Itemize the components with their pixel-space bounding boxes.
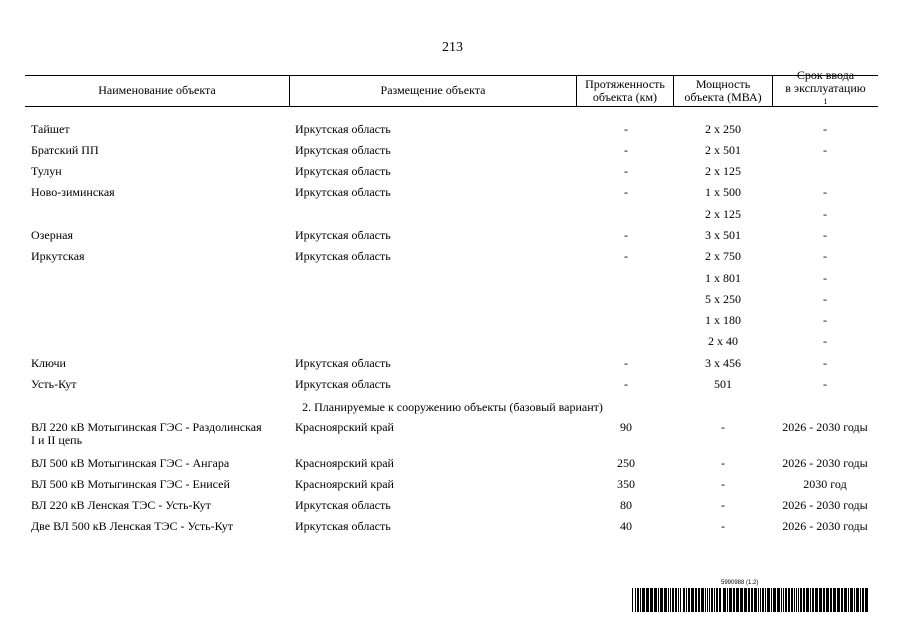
object-commissioning: - — [823, 334, 827, 348]
barcode-bar — [806, 588, 809, 612]
barcode-bar — [812, 588, 814, 612]
barcode-bar — [740, 588, 743, 612]
barcode-bar — [709, 588, 710, 612]
barcode-bar — [695, 588, 697, 612]
object-power: - — [721, 498, 725, 512]
object-commissioning: 2030 год — [803, 477, 847, 491]
barcode-bar — [791, 588, 793, 612]
barcode-bar — [744, 588, 747, 612]
barcode-bar — [637, 588, 639, 612]
object-length: - — [624, 377, 628, 391]
object-name: Ключи — [31, 356, 66, 370]
object-length: - — [624, 228, 628, 242]
object-commissioning: 2026 - 2030 годы — [782, 420, 868, 434]
barcode-bar — [670, 588, 671, 612]
barcode-bar — [788, 588, 790, 612]
barcode-bar — [640, 588, 641, 612]
object-length: 90 — [620, 420, 632, 434]
barcode-bar — [844, 588, 847, 612]
object-length: 250 — [617, 456, 635, 470]
object-length: 350 — [617, 477, 635, 491]
barcode-bar — [660, 588, 663, 612]
object-name-line: ВЛ 220 кВ Мотыгинская ГЭС - Раздолинская — [31, 420, 262, 434]
barcode-bar — [723, 588, 726, 612]
object-power: 1 x 180 — [705, 313, 741, 327]
object-name-line: ВЛ 500 кВ Мотыгинская ГЭС - Ангара — [31, 456, 230, 470]
object-name: Усть-Кут — [31, 377, 77, 391]
barcode-bar — [798, 588, 799, 612]
barcode-bar — [830, 588, 832, 612]
object-name: Тулун — [31, 164, 62, 178]
barcode-bar — [729, 588, 732, 612]
object-name — [31, 421, 286, 447]
barcode-bar — [672, 588, 674, 612]
barcode-bar — [733, 588, 735, 612]
barcode-bar — [707, 588, 708, 612]
barcode-bar — [751, 588, 753, 612]
page-number: 213 — [442, 40, 463, 55]
barcode-bar — [783, 588, 784, 612]
barcode-bar — [837, 588, 840, 612]
object-placement: Иркутская область — [295, 249, 391, 263]
object-length: - — [624, 185, 628, 199]
object-commissioning: - — [823, 249, 827, 263]
column-header-name: Наименование объекта — [98, 83, 216, 97]
column-header-placement: Размещение объекта — [380, 83, 486, 97]
barcode-bar — [698, 588, 700, 612]
object-commissioning: - — [823, 228, 827, 242]
object-name — [31, 499, 286, 512]
column-header-length: Протяженность объекта (км) — [585, 76, 665, 104]
barcode-bar — [862, 588, 864, 612]
object-length: - — [624, 164, 628, 178]
object-placement: Иркутская область — [295, 498, 391, 512]
table-header-bottom-rule — [25, 106, 878, 107]
object-commissioning: - — [823, 122, 827, 136]
object-length: 40 — [620, 519, 632, 533]
barcode-bar — [719, 588, 721, 612]
object-power: 3 x 501 — [705, 228, 741, 242]
object-power: 1 x 500 — [705, 185, 741, 199]
barcode-bar — [810, 588, 811, 612]
object-power: - — [721, 420, 725, 434]
object-power: 2 x 125 — [705, 207, 741, 221]
object-placement: Иркутская область — [295, 143, 391, 157]
barcode-bar — [848, 588, 849, 612]
object-name-line: I и II цепь — [31, 433, 83, 447]
barcode-bar — [758, 588, 759, 612]
barcode-bar — [664, 588, 667, 612]
object-placement: Иркутская область — [295, 519, 391, 533]
barcode-bar — [675, 588, 677, 612]
object-name: Озерная — [31, 228, 73, 242]
barcode-bar — [658, 588, 659, 612]
barcode-bar — [796, 588, 797, 612]
object-power: 2 x 501 — [705, 143, 741, 157]
barcode-bar — [765, 588, 766, 612]
barcode-bar — [826, 588, 829, 612]
object-commissioning: 2026 - 2030 годы — [782, 498, 868, 512]
object-commissioning: - — [823, 292, 827, 306]
barcode-bar — [686, 588, 687, 612]
barcode-bar — [785, 588, 787, 612]
barcode-bar — [773, 588, 776, 612]
barcode-bar — [650, 588, 653, 612]
object-placement: Красноярский край — [295, 456, 394, 470]
barcode — [632, 588, 870, 612]
object-commissioning: - — [823, 356, 827, 370]
object-placement: Красноярский край — [295, 477, 394, 491]
barcode-bar — [705, 588, 706, 612]
object-power: 2 x 750 — [705, 249, 741, 263]
object-power: 2 x 125 — [705, 164, 741, 178]
object-commissioning: - — [823, 313, 827, 327]
barcode-bar — [760, 588, 761, 612]
object-length: - — [624, 356, 628, 370]
object-name-line: Две ВЛ 500 кВ Ленская ТЭС - Усть-Кут — [31, 519, 233, 533]
object-placement: Иркутская область — [295, 185, 391, 199]
barcode-bar — [678, 588, 679, 612]
object-commissioning: - — [823, 207, 827, 221]
object-name — [31, 520, 286, 533]
barcode-bar — [777, 588, 780, 612]
barcode-bar — [856, 588, 859, 612]
object-power: 3 x 456 — [705, 356, 741, 370]
barcode-bar — [635, 588, 636, 612]
object-commissioning: 2026 - 2030 годы — [782, 519, 868, 533]
barcode-bar — [691, 588, 694, 612]
object-power: - — [721, 456, 725, 470]
barcode-bar — [803, 588, 805, 612]
barcode-bar — [819, 588, 822, 612]
column-header-date: Срок ввода в эксплуатацию $^1$ — [785, 68, 866, 106]
barcode-bar — [727, 588, 728, 612]
object-placement: Красноярский край — [295, 420, 394, 434]
object-power: - — [721, 519, 725, 533]
barcode-bar — [794, 588, 795, 612]
object-name — [31, 478, 286, 491]
section-heading: 2. Планируемые к сооружению объекты (базовый вариант) — [302, 400, 603, 414]
barcode-bar — [632, 588, 633, 612]
barcode-bar — [833, 588, 836, 612]
object-power: 501 — [714, 377, 732, 391]
barcode-bar — [736, 588, 739, 612]
object-name: Тайшет — [31, 122, 70, 136]
barcode-bar — [642, 588, 645, 612]
barcode-bar — [654, 588, 657, 612]
object-name-line: ВЛ 500 кВ Мотыгинская ГЭС - Енисей — [31, 477, 230, 491]
barcode-bar — [854, 588, 855, 612]
barcode-bar — [815, 588, 818, 612]
object-placement: Иркутская область — [295, 228, 391, 242]
barcode-bar — [841, 588, 843, 612]
object-length: - — [624, 122, 628, 136]
object-commissioning: - — [823, 271, 827, 285]
object-commissioning: - — [823, 185, 827, 199]
barcode-bar — [800, 588, 802, 612]
barcode-bar — [762, 588, 764, 612]
object-placement: Иркутская область — [295, 356, 391, 370]
barcode-bar — [781, 588, 782, 612]
object-commissioning: - — [823, 143, 827, 157]
barcode-bar — [754, 588, 757, 612]
barcode-bar — [850, 588, 853, 612]
barcode-bar — [688, 588, 690, 612]
object-commissioning: - — [823, 377, 827, 391]
barcode-bar — [646, 588, 649, 612]
object-placement: Иркутская область — [295, 122, 391, 136]
object-placement: Иркутская область — [295, 164, 391, 178]
barcode-bar — [680, 588, 681, 612]
object-name: Братский ПП — [31, 143, 99, 157]
barcode-bar — [748, 588, 750, 612]
object-length: - — [624, 249, 628, 263]
object-length: - — [624, 143, 628, 157]
barcode-bar — [701, 588, 704, 612]
barcode-label: 5990988 (1.2) — [721, 580, 759, 586]
barcode-bar — [771, 588, 772, 612]
object-power: 5 x 250 — [705, 292, 741, 306]
object-power: - — [721, 477, 725, 491]
object-power: 2 x 40 — [708, 334, 738, 348]
barcode-bar — [683, 588, 685, 612]
object-power: 2 x 250 — [705, 122, 741, 136]
object-name — [31, 457, 286, 470]
object-placement: Иркутская область — [295, 377, 391, 391]
column-header-power: Мощность объекта (МВА) — [684, 76, 762, 104]
barcode-bar — [716, 588, 718, 612]
barcode-bar — [668, 588, 669, 612]
barcode-bar — [823, 588, 825, 612]
barcode-bar — [711, 588, 713, 612]
object-power: 1 x 801 — [705, 271, 741, 285]
barcode-bar — [714, 588, 715, 612]
object-name-line: ВЛ 220 кВ Ленская ТЭС - Усть-Кут — [31, 498, 211, 512]
object-name: Ново-зиминская — [31, 185, 115, 199]
object-commissioning: 2026 - 2030 годы — [782, 456, 868, 470]
barcode-bar — [767, 588, 770, 612]
object-length: 80 — [620, 498, 632, 512]
object-name: Иркутская — [31, 249, 85, 263]
barcode-bar — [860, 588, 861, 612]
barcode-bar — [865, 588, 868, 612]
